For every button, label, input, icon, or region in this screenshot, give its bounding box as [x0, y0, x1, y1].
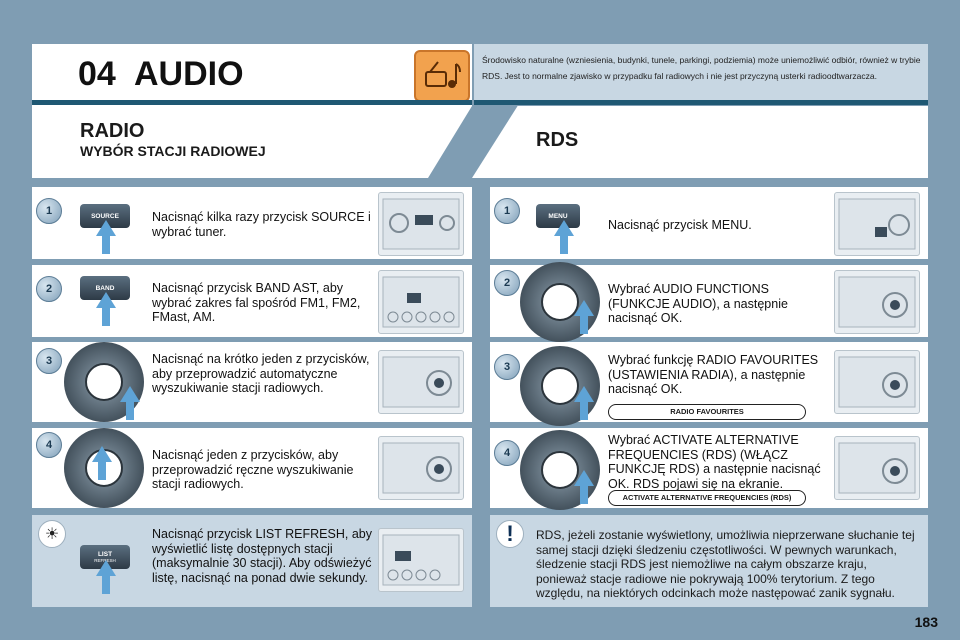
- step-text: Nacisnąć przycisk BAND AST, aby wybrać zakres fal spośród FM1, FM2, FMast, AM.: [152, 281, 361, 324]
- key-sublabel: REFRESH: [94, 558, 116, 563]
- step-text: Nacisnąć przycisk MENU.: [608, 218, 752, 232]
- tip-text: Nacisnąć przycisk LIST REFRESH, aby wyświetlić listę dostępnych stacji (maksymalnie 30 stacji). Aby odświeżyć listę, nacisnąć na ponad dwie sekundy.: [152, 527, 372, 585]
- radio-subtitle: WYBÓR STACJI RADIOWEJ: [80, 143, 266, 159]
- step-text: Nacisnąć na krótko jeden z przycisków, aby przeprowadzić automatyczne wyszukiwanie stacji radiowych.: [152, 352, 370, 395]
- step-badge: 4: [36, 432, 62, 458]
- press-arrow-icon: [574, 386, 594, 420]
- radio-panel-thumbnail: [378, 350, 464, 414]
- press-arrow-icon: [96, 292, 116, 326]
- press-arrow-icon: [120, 386, 140, 420]
- step-badge: 1: [36, 198, 62, 224]
- rds-warning-text: RDS, jeżeli zostanie wyświetlony, umożliwia nieprzerwane słuchanie tej samej stacji dzięki śledzeniu częstotliwości. W pewnych warunkach, śledzenie stacji RDS jest niemożliwe na całym obszarze kraju, ponieważ stacje radiowe nie pokrywają 100% terytorium. Z tego względu, na niektórych odcinkach może następować zanik sygnału.: [536, 528, 915, 600]
- step-text: Wybrać funkcję RADIO FAVOURITES (USTAWIENIA RADIA), a następnie nacisnąć OK.: [608, 353, 819, 396]
- press-arrow-icon: [574, 300, 594, 334]
- step-badge: 3: [36, 348, 62, 374]
- radio-panel-thumbnail: [378, 192, 464, 256]
- environment-note: Środowisko naturalne (wzniesienia, budynki, tunele, parkingi, podziemia) może uniemożliwić odbiór, również w trybie RDS. Jest to normalne zjawisko w przypadku fal radiowych i nie jest przyczyną usterki radioodtwarzacza.: [482, 55, 921, 81]
- step-text: Nacisnąć kilka razy przycisk SOURCE i wybrać tuner.: [152, 210, 371, 239]
- rds-title: RDS: [536, 129, 579, 151]
- step-badge: 2: [494, 270, 520, 296]
- radio-panel-thumbnail: [834, 350, 920, 414]
- radio-panel-thumbnail: [834, 270, 920, 334]
- radio-panel-thumbnail: [378, 270, 464, 334]
- band-button: BAND: [80, 276, 130, 300]
- tip-icon: ☀: [38, 520, 66, 548]
- press-arrow-icon: [574, 470, 594, 504]
- step-badge: 2: [36, 276, 62, 302]
- activate-af-label: ACTIVATE ALTERNATIVE FREQUENCIES (RDS): [608, 490, 806, 506]
- press-arrow-icon: [92, 446, 112, 480]
- step-badge: 4: [494, 440, 520, 466]
- radio-panel-thumbnail: [834, 436, 920, 500]
- warning-icon: !: [496, 520, 524, 548]
- press-arrow-icon: [96, 560, 116, 594]
- radio-title: RADIO: [80, 120, 145, 142]
- step-badge: 1: [494, 198, 520, 224]
- radio-favourites-label: RADIO FAVOURITES: [608, 404, 806, 420]
- step-badge: 3: [494, 354, 520, 380]
- source-button: SOURCE: [80, 204, 130, 228]
- key-label: LIST: [97, 551, 113, 558]
- radio-panel-thumbnail: [378, 528, 464, 592]
- press-arrow-icon: [554, 220, 574, 254]
- step-text: Nacisnąć jeden z przycisków, aby przeprowadzić ręczne wyszukiwanie stacji radiowych.: [152, 448, 354, 491]
- step-text: Wybrać ACTIVATE ALTERNATIVE FREQUENCIES (RDS) (WŁĄCZ FUNKCJĘ RDS) a następnie nacisnąć OK. RDS pojawi się na ekranie.: [608, 433, 821, 491]
- header-stripe-right: [474, 100, 928, 105]
- radio-panel-thumbnail: [378, 436, 464, 500]
- page-number: 183: [914, 614, 938, 630]
- chapter-number: 04: [78, 55, 116, 93]
- header-stripe: [32, 100, 472, 105]
- press-arrow-icon: [96, 220, 116, 254]
- step-text: Wybrać AUDIO FUNCTIONS (FUNKCJE AUDIO), a następnie nacisnąć OK.: [608, 282, 788, 325]
- radio-panel-thumbnail: [834, 192, 920, 256]
- audio-icon: [414, 50, 470, 102]
- menu-button: MENU: [536, 204, 580, 228]
- page-title: AUDIO: [134, 55, 244, 93]
